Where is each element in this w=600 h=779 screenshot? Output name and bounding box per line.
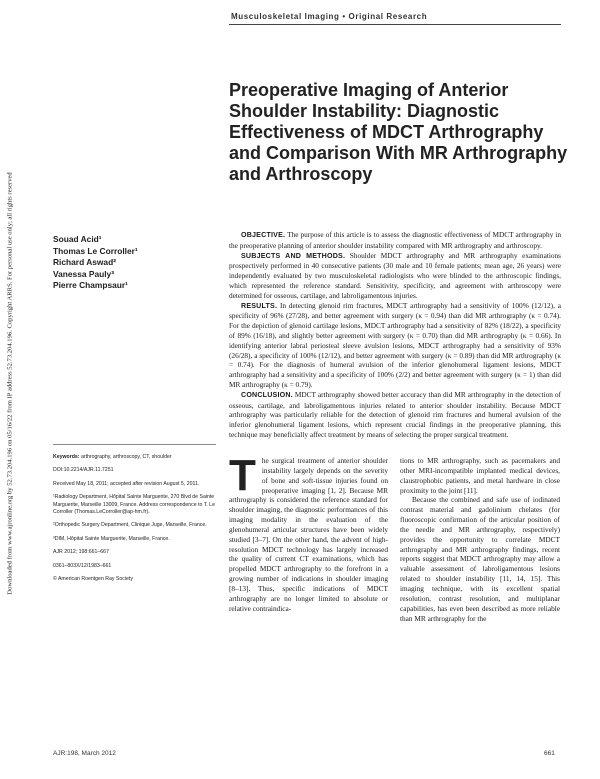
- abstract-conclusion: [229, 390, 561, 440]
- affiliation-3: ³DIM, Hôpital Sainte Marguerite, Marseille, France.: [53, 535, 170, 542]
- keywords-text: arthrography, arthroscopy, CT, shoulder: [80, 454, 172, 460]
- abstract: [229, 230, 561, 440]
- body-column-2: [400, 456, 560, 623]
- page-number: 661: [544, 750, 555, 757]
- received-date: Received May 18, 2011; accepted after revision August 5, 2011.: [53, 480, 200, 487]
- author-list: [53, 234, 203, 292]
- author-name: Thomas Le Corroller¹: [53, 245, 138, 256]
- issn: 0361–803X/12/1983–661: [53, 562, 112, 569]
- conclusion-heading: CONCLUSION.: [241, 390, 293, 399]
- body-paragraph: he surgical treatment of anterior shoulder instability largely depends on the severity of bone and soft-tissue injuries found on preoperative imaging [1, 2]. Because MR arthrography is considered the reference standard for shoulder imaging, the diagnostic performances of this imaging modality in the evaluation of the glenohumeral articular structures have been widely studied [3–7]. On the other hand, the advent of high-resolution MDCT technology has largely increased the quality of current CT examinations, which has propelled MDCT arthrography to the forefront in a growing number of indications in shoulder imaging [8–13]. Thus, specific indications of MDCT arthrography are no longer limited to absolute or relative contraindica-: [229, 456, 388, 613]
- section-label: Musculoskeletal Imaging • Original Research: [231, 12, 428, 21]
- copyright: © American Roentgen Ray Society: [53, 576, 133, 583]
- footer-journal: AJR:198, March 2012: [53, 750, 116, 757]
- abstract-methods: [229, 251, 561, 301]
- abstract-objective: [229, 230, 561, 251]
- affiliation-1: ¹Radiology Department, Hôpital Sainte Marguerite, 270 Blvd de Sainte Marguerite, Marseille 13009, France. Address correspondence to T. Le Corroller (Thomas.LeCorroller@ap-hm.fr).: [53, 494, 215, 516]
- objective-heading: OBJECTIVE.: [241, 231, 286, 239]
- methods-heading: SUBJECTS AND METHODS.: [241, 251, 346, 260]
- author-name: Souad Acid¹: [53, 234, 102, 244]
- drop-cap: T: [229, 451, 256, 500]
- header-rule: [229, 24, 561, 25]
- article-title: Preoperative Imaging of Anterior Shoulder Instability: Diagnostic Effectiveness of MDCT Arthrography and Comparison With MR Arthrography and Arthroscopy: [229, 80, 568, 184]
- keywords: [53, 454, 216, 461]
- citation: AJR 2012; 198:661–667: [53, 549, 109, 556]
- body-column-1: [229, 451, 388, 614]
- doi: DOI:10.2214/AJR.11.7251: [53, 467, 114, 474]
- keywords-label: Keywords:: [53, 454, 80, 460]
- abstract-results: [229, 301, 561, 390]
- conclusion-text: MDCT arthrography showed better accuracy than did MR arthrography in the detection of osseous, cartilage, and labroligamentous injuries related to anterior shoulder instability. Because MDCT arthrography was particularly reliable for the detection of glenoid rim fractures and humeral avulsion of the inferior glenohumeral ligament lesions, which represent crucial findings in the preoperative planning, this technique may beneficially affect treatment by means of selecting the proper surgical treatment.: [229, 389, 561, 439]
- download-watermark: Downloaded from www.ajronline.org by 52.73.204.196 on 05/16/22 from IP address 52.73.204.196. Copyright ARRS. For personal use only; all rights reserved: [6, 172, 14, 595]
- meta-rule: [53, 444, 216, 445]
- author-name: Richard Aswad²: [53, 257, 116, 267]
- author-name: Vanessa Pauly³: [53, 268, 114, 279]
- methods-text: Shoulder MDCT arthrography and MR arthrography examinations prospectively performed in 40 consecutive patients (30 male and 10 female patients; mean age, 26 years) were independently evaluated by two musculoskeletal radiologists who were blinded to the arthroscopic findings, which represented the reference standard. Sensitivity, specificity, and agreement with arthroscopy were determined for osseous, cartilage, and labroligamentous injuries.: [229, 250, 562, 300]
- article-meta: [53, 454, 216, 589]
- author-name: Pierre Champsaur¹: [53, 280, 128, 290]
- results-text: In detecting glenoid rim fractures, MDCT arthrography had a sensitivity of 100% (12/12), a specificity of 96% (27/28), and better agreement with surgery (κ = 0.94) than did MR arthrography (κ = 0.74). For the depiction of glenoid cartilage lesions, MDCT arthrography had a sensitivity of 82% (18/22), a specificity of 89% (16/18), and slightly better agreement with surgery (κ = 0.70) than did MR arthrography (κ = 0.66). In identifying anterior labral periosteal sleeve avulsion lesions, MDCT arthrography had a sensitivity of 93% (26/28), a specificity of 100% (12/12), and better agreement with surgery (κ = 0.89) than did MR arthrography (κ = 0.74). For the diagnosis of humeral avulsion of the inferior glenohumeral ligament lesions, MDCT arthrography had a sensitivity and a specificity of 100% (2/2) and better agreement with surgery (κ = 1) than did MR arthrography (κ = 0.79).: [229, 300, 561, 389]
- body-paragraph: Because the combined and safe use of iodinated contrast material and gadolinium chelates (for fluoroscopic confirmation of the articular position of the needle and MR arthrography, respectively) provides the opportunity to correlate MDCT arthrography and MR arthrography findings, recent reports suggest that MDCT arthrography may allow a valuable assessment of labroligamentous lesions related to shoulder instability [11, 14, 15]. This imaging technique, with its excellent spatial resolution, contrast resolution, and multiplanar capabilities, has even been described as more reliable than MR arthrography for the: [400, 495, 560, 623]
- objective-text: The purpose of this article is to assess the diagnostic effectiveness of MDCT arthrography in the preoperative planning of anterior shoulder instability compared with MR arthrography and arthroscopy.: [229, 230, 561, 250]
- affiliation-2: ²Orthopedic Surgery Department, Clinique Juge, Marseille, France.: [53, 522, 207, 529]
- body-paragraph: tions to MR arthrography, such as pacemakers and other MRI-incompatible implanted medical devices, claustrophobic patients, and metal hardware in close proximity to the joint [11].: [400, 456, 560, 495]
- results-heading: RESULTS.: [241, 301, 278, 310]
